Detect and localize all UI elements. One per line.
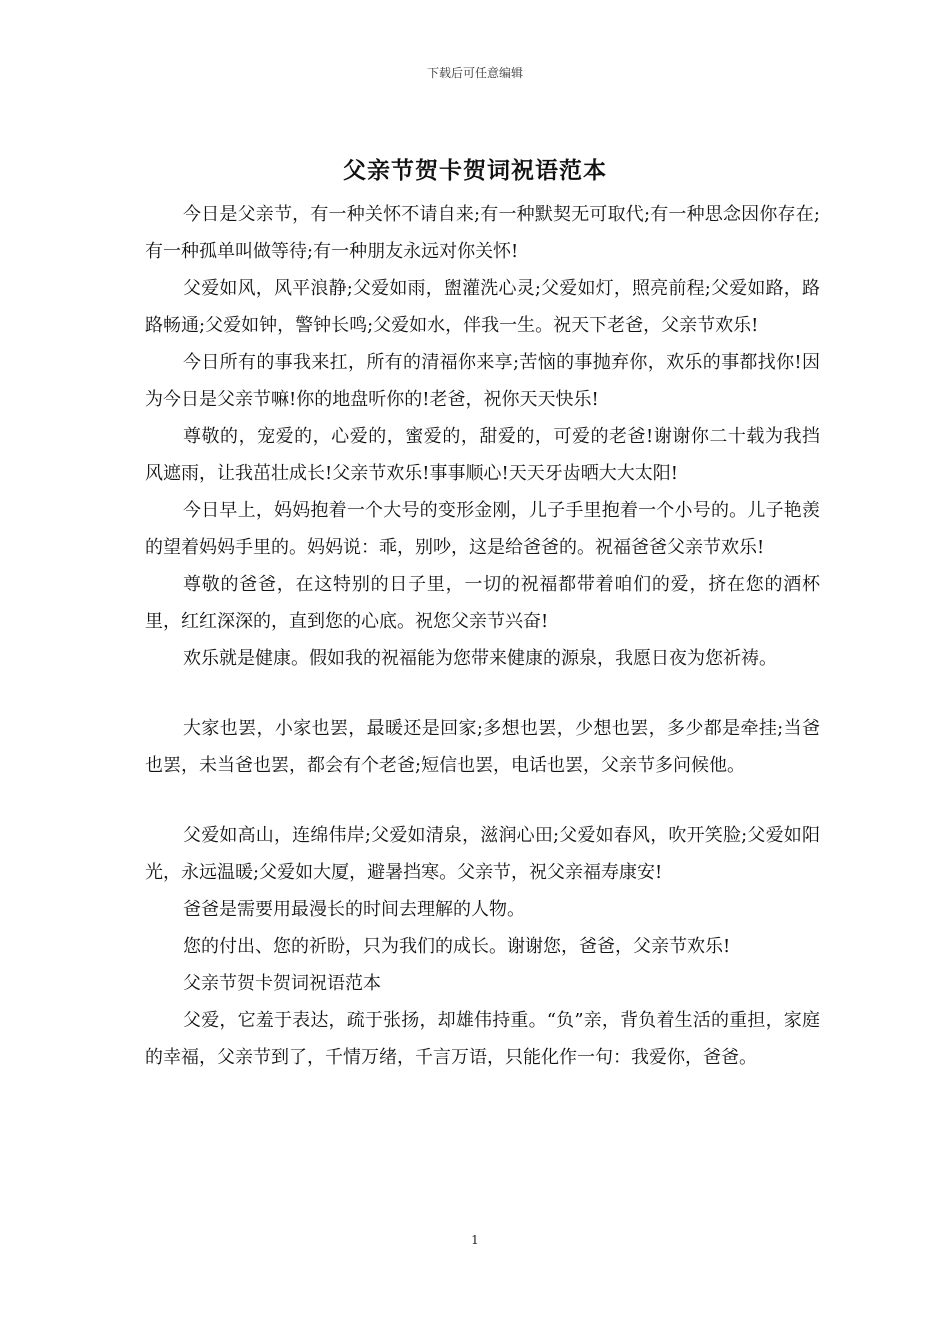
paragraph: 欢乐就是健康。假如我的祝福能为您带来健康的源泉，我愿日夜为您祈祷。 — [183, 648, 777, 669]
paragraph: 大家也罢，小家也罢，最暖还是回家;多想也罢，少想也罢，多少都是牵挂;当爸也罢，未当爸也罢，都会有个老爸;短信也罢，电话也罢，父亲节多问候他。 — [145, 718, 820, 776]
paragraph: 今日所有的事我来扛，所有的清福你来享;苦恼的事抛弃你，欢乐的事都找你!因为今日是父亲节嘛!你的地盘听你的!老爸，祝你天天快乐! — [145, 352, 820, 410]
document-body — [145, 196, 820, 1076]
blank-line — [145, 784, 820, 817]
page-header-note: 下载后可任意编辑 — [426, 66, 523, 80]
section-heading: 父亲节贺卡贺词祝语范本 — [183, 973, 381, 994]
document-title: 父亲节贺卡贺词祝语范本 — [343, 157, 607, 184]
paragraph: 今日是父亲节，有一种关怀不请自来;有一种默契无可取代;有一种思念因你存在;有一种孤单叫做等待;有一种朋友永远对你关怀! — [145, 204, 820, 262]
paragraph: 尊敬的爸爸，在这特别的日子里，一切的祝福都带着咱们的爱，挤在您的酒杯里，红红深深的，直到您的心底。祝您父亲节兴奋! — [145, 574, 820, 632]
page-number: 1 — [471, 1233, 479, 1247]
paragraph: 父爱，它羞于表达，疏于张扬，却雄伟持重。“负”亲，背负着生活的重担，家庭的幸福，父亲节到了，千情万绪，千言万语，只能化作一句：我爱你，爸爸。 — [145, 1010, 820, 1068]
paragraph: 今日早上，妈妈抱着一个大号的变形金刚，儿子手里抱着一个小号的。儿子艳羡的望着妈妈手里的。妈妈说：乖，别吵，这是给爸爸的。祝福爸爸父亲节欢乐! — [145, 500, 820, 558]
paragraph: 尊敬的，宠爱的，心爱的，蜜爱的，甜爱的，可爱的老爸!谢谢你二十载为我挡风遮雨，让我茁壮成长!父亲节欢乐!事事顺心!天天牙齿晒大大太阳! — [145, 426, 820, 484]
paragraph: 您的付出、您的祈盼，只为我们的成长。谢谢您，爸爸，父亲节欢乐! — [183, 936, 731, 957]
paragraph: 父爱如高山，连绵伟岸;父爱如清泉，滋润心田;父爱如春风，吹开笑脸;父爱如阳光，永远温暖;父爱如大厦，避暑挡寒。父亲节，祝父亲福寿康安! — [145, 825, 820, 883]
paragraph: 爸爸是需要用最漫长的时间去理解的人物。 — [183, 899, 525, 920]
paragraph: 父爱如风，风平浪静;父爱如雨，盥灌洗心灵;父爱如灯，照亮前程;父爱如路，路路畅通;父爱如钟，警钟长鸣;父爱如水，伴我一生。祝天下老爸，父亲节欢乐! — [145, 278, 820, 336]
blank-line — [145, 677, 820, 710]
